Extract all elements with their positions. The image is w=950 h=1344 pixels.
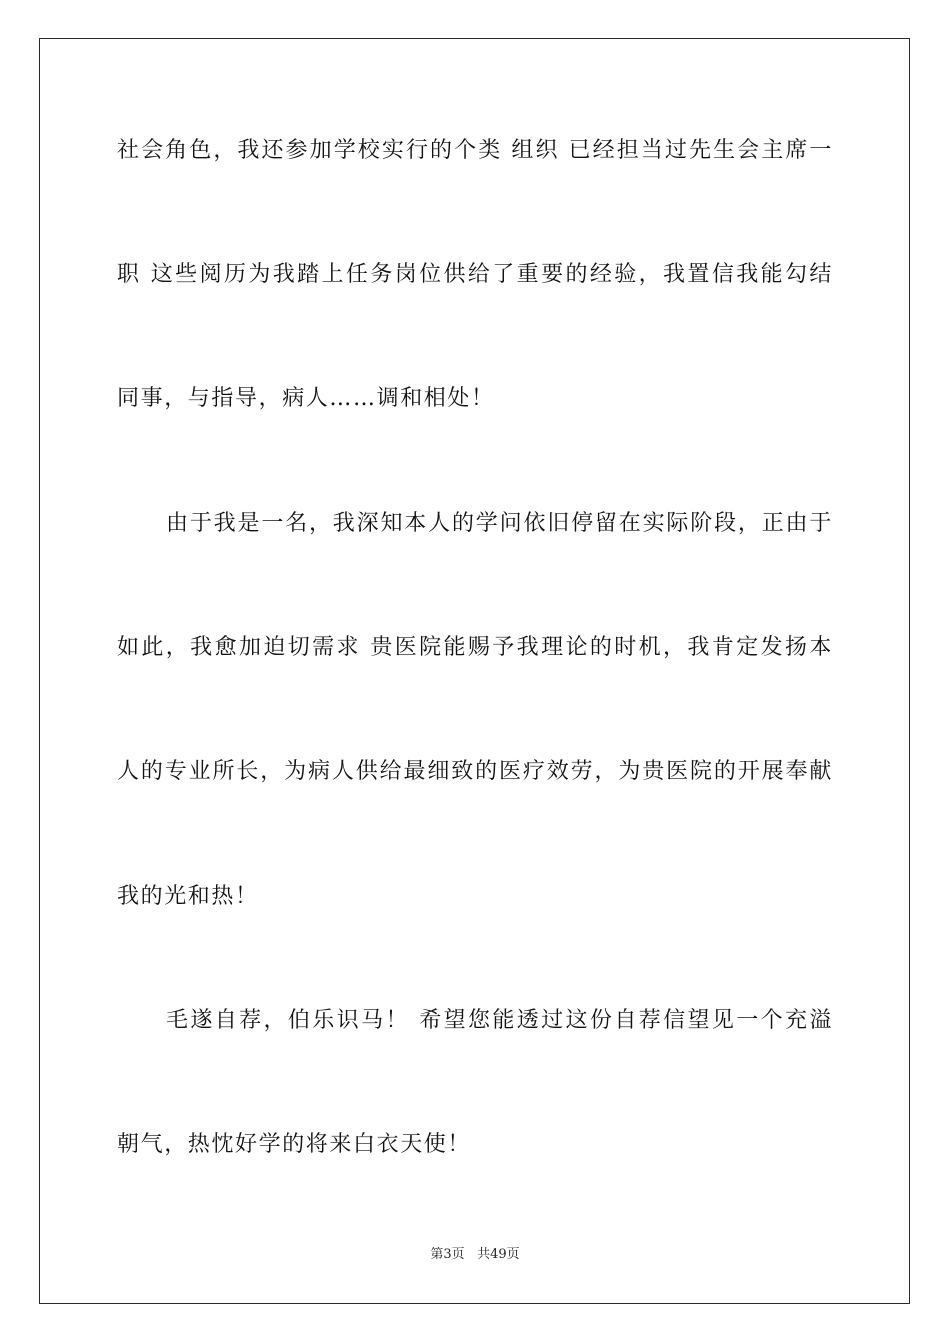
paragraph-line: 朝气，热忱好学的将来白衣天使！ bbox=[117, 1132, 472, 1157]
paragraph-line: 毛遂自荐，伯乐识马！ 希望您能透过这份自荐信望见一个充溢 bbox=[166, 1008, 833, 1033]
footer-spacer bbox=[465, 1247, 477, 1262]
page-number: 第3页 bbox=[430, 1247, 465, 1262]
page-border bbox=[39, 38, 910, 1304]
paragraph-line: 社会角色，我还参加学校实行的个类 组织 已经担当过先生会主席一 bbox=[117, 138, 833, 163]
paragraph-line: 职 这些阅历为我踏上任务岗位供给了重要的经验，我置信我能勾结 bbox=[117, 262, 833, 287]
page-footer bbox=[0, 1245, 950, 1265]
paragraph-line: 我的光和热！ bbox=[117, 884, 259, 909]
paragraph-line: 人的专业所长，为病人供给最细致的医疗效劳，为贵医院的开展奉献 bbox=[117, 759, 833, 784]
paragraph-line: 由于我是一名，我深知本人的学问依旧停留在实际阶段，正由于 bbox=[166, 511, 833, 536]
paragraph-line: 如此，我愈加迫切需求 贵医院能赐予我理论的时机，我肯定发扬本 bbox=[117, 635, 833, 660]
total-pages: 共49页 bbox=[477, 1247, 520, 1262]
paragraph-line: 同事，与指导，病人……调和相处！ bbox=[117, 386, 495, 411]
